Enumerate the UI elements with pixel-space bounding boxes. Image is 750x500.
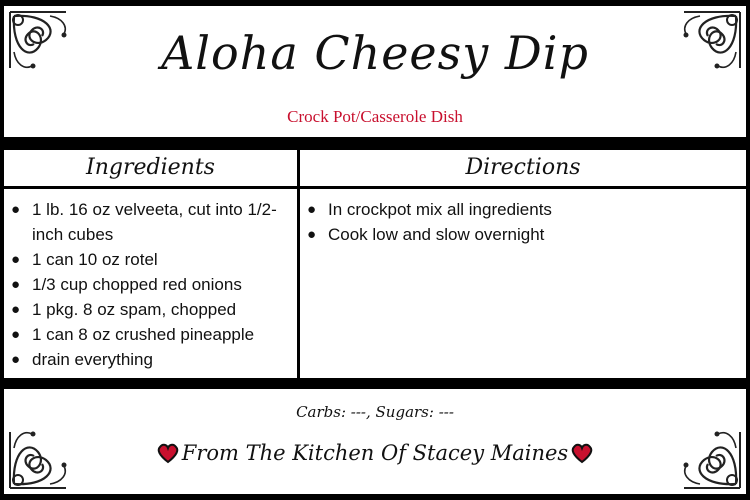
bullet-icon: ● — [11, 251, 21, 268]
directions-column — [300, 150, 746, 378]
kitchen-credit: From The Kitchen Of Stacey Maines — [181, 441, 569, 465]
list-item: ● 1/3 cup chopped red onions — [4, 272, 297, 297]
footer-panel — [4, 389, 746, 494]
bullet-icon: ● — [11, 276, 21, 293]
heart-icon — [157, 442, 179, 464]
nutrition-info: Carbs: ---, Sugars: --- — [296, 403, 454, 421]
bullet-icon: ● — [11, 301, 21, 318]
ingredients-column — [4, 150, 297, 378]
kitchen-credit-line — [4, 441, 746, 465]
title-panel — [4, 6, 746, 137]
ingredients-list — [4, 189, 297, 372]
list-item: ● 1 can 8 oz crushed pineapple — [4, 322, 297, 347]
list-item: ● Cook low and slow overnight — [300, 222, 746, 247]
bullet-icon: ● — [307, 226, 317, 243]
recipe-title: Aloha Cheesy Dip — [161, 26, 589, 80]
bullet-icon: ● — [11, 201, 21, 218]
list-item: ● 1 can 10 oz rotel — [4, 247, 297, 272]
list-item: ● drain everything — [4, 347, 297, 372]
bullet-icon: ● — [307, 201, 317, 218]
directions-list — [300, 189, 746, 247]
ingredients-heading: Ingredients — [4, 150, 297, 189]
bullet-icon: ● — [11, 351, 21, 368]
directions-heading: Directions — [300, 150, 746, 189]
heart-icon — [571, 442, 593, 464]
recipe-subtitle: Crock Pot/Casserole Dish — [287, 107, 463, 126]
list-item: ● In crockpot mix all ingredients — [300, 197, 746, 222]
recipe-body — [4, 150, 746, 378]
list-item: ● 1 pkg. 8 oz spam, chopped — [4, 297, 297, 322]
bullet-icon: ● — [11, 326, 21, 343]
list-item: ● 1 lb. 16 oz velveeta, cut into 1/2-inch cubes — [4, 197, 297, 247]
